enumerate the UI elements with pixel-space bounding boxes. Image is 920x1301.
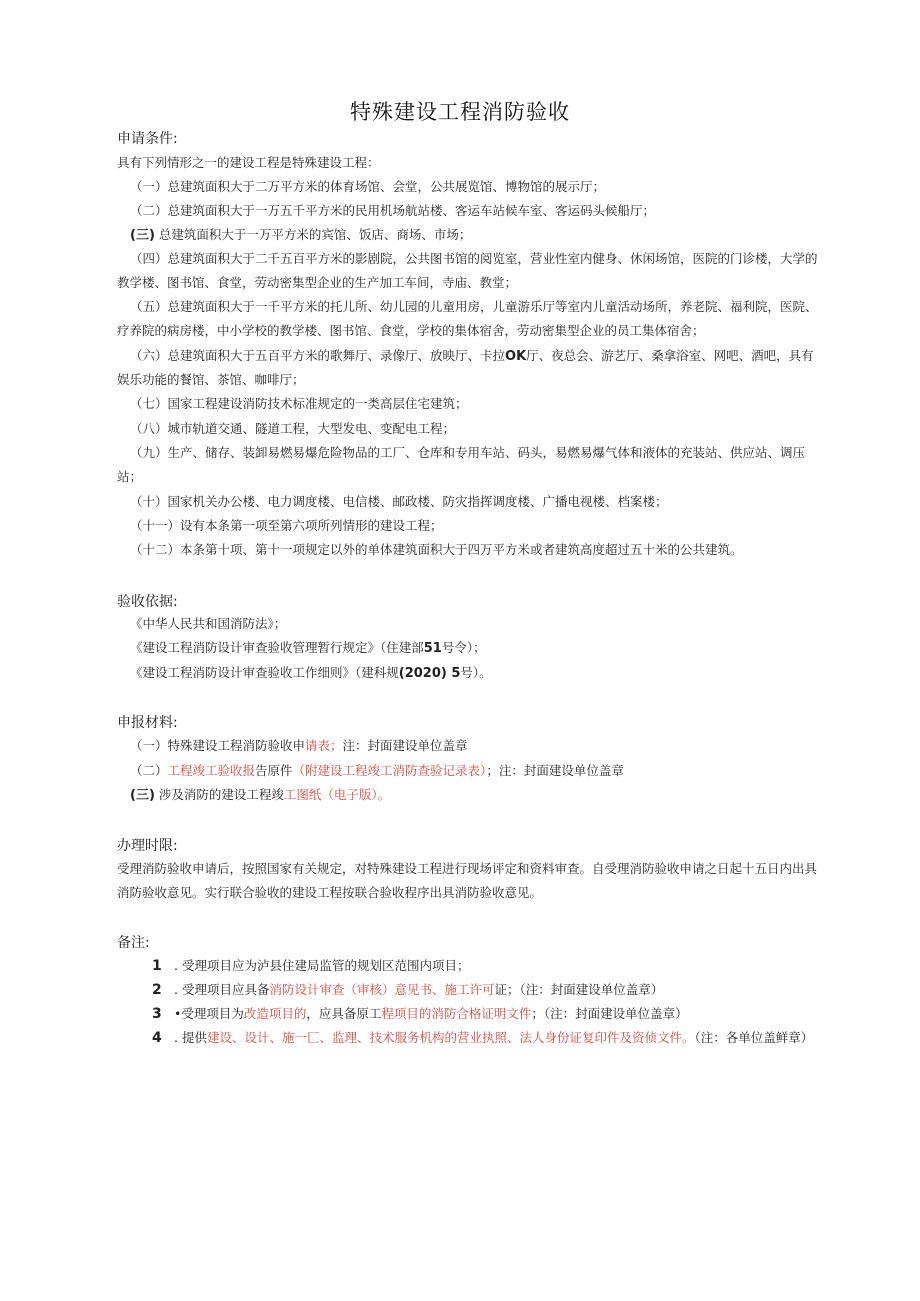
note-item-3 bbox=[152, 1005, 688, 1023]
note-item-2 bbox=[152, 981, 663, 999]
basis-item-2 bbox=[130, 639, 486, 658]
section-heading-conditions: 申请条件: bbox=[117, 131, 178, 147]
condition-item-2: （二）总建筑面积大于一万五千平方米的民用机场航站楼、客运车站候车室、客运码头候船厅； bbox=[130, 203, 656, 218]
time-limit-line-1: 受理消防验收申请后，按照国家有关规定，对特殊建设工程进行现场评定和资料审查。自受理消防验收申请之日起十五日内出具 bbox=[117, 861, 818, 876]
condition-item-4-line-1: （四）总建筑面积大于二千五百平方米的影剧院，公共图书馆的阅览室，营业性室内健身、休闲场馆，医院的门诊楼，大学的 bbox=[130, 251, 818, 266]
note-2-pre: . 受理项目应具备 bbox=[174, 982, 270, 997]
material-item-2 bbox=[130, 762, 624, 780]
note-3-highlight-2: 程项目的消防合格证明文件 bbox=[381, 1006, 532, 1021]
note-4-number: 4 bbox=[152, 1030, 162, 1046]
condition-item-9-line-2: 站； bbox=[117, 469, 143, 484]
material-2-mid: 告原件 bbox=[255, 763, 293, 778]
section-heading-time-limit: 办理时限: bbox=[117, 838, 178, 854]
condition-item-3 bbox=[130, 226, 471, 245]
note-item-4 bbox=[152, 1029, 813, 1047]
item-3-prefix: (三) bbox=[130, 228, 155, 243]
condition-item-7: （七）国家工程建设消防技术标准规定的一类高层住宅建筑； bbox=[130, 396, 468, 411]
basis-2-number: 51 bbox=[423, 641, 442, 656]
material-2-post: ；注：封面建设单位盖章 bbox=[486, 763, 624, 778]
note-3-post: ；（注：封面建设单位盖章） bbox=[531, 1006, 688, 1021]
basis-3-pre: 《建设工程消防设计审查验收工作细则》（建科规 bbox=[130, 665, 399, 680]
note-4-highlight: 建设、设计、施一匚、监理、技术服务机构的营业执照、法人身份证复印件及资侦文件。 bbox=[206, 1030, 695, 1045]
note-3-highlight-1: 改造项目的 bbox=[243, 1006, 307, 1021]
basis-3-post: 号）。 bbox=[460, 665, 492, 680]
note-2-highlight: 消防设计审查（审核）意见书、施工许可 bbox=[269, 982, 495, 997]
section-heading-basis: 验收依据: bbox=[117, 594, 178, 610]
material-item-1 bbox=[130, 737, 468, 755]
condition-item-9-line-1: （九）生产、储存、装卸易燃易爆危险物品的工厂、仓库和专用车站、码头，易燃易爆气体和液体的充装站、供应站、调压 bbox=[130, 445, 806, 460]
material-2-highlight-1: 工程竣工验收报 bbox=[167, 763, 256, 778]
note-3-mid: ，应具备原工 bbox=[306, 1006, 382, 1021]
note-item-1 bbox=[152, 957, 469, 975]
condition-item-5-line-1: （五）总建筑面积大于一千平方米的托儿所、幼儿园的儿童用房，儿童游乐厅等室内儿童活动场所，养老院、福利院，医院、 bbox=[130, 299, 818, 314]
material-3-highlight: 工图纸（电子版）。 bbox=[283, 787, 391, 802]
condition-item-11: （十一）设有本条第一项至第六项所列情形的建设工程； bbox=[130, 518, 443, 533]
material-2-pre: （二） bbox=[130, 763, 168, 778]
condition-item-6-line-1 bbox=[130, 347, 814, 366]
basis-2-post: 号令）； bbox=[441, 640, 486, 655]
material-3-prefix: (三) bbox=[130, 788, 155, 803]
material-item-3 bbox=[130, 786, 390, 805]
item-6-pre: （六）总建筑面积大于五百平方米的歌舞厅、录像厅、放映厅、卡拉 bbox=[130, 348, 506, 363]
note-4-post: （注：各单位盖鲜章） bbox=[694, 1030, 814, 1045]
condition-item-8: （八）城市轨道交通、隧道工程，大型发电、变配电工程； bbox=[130, 421, 456, 436]
material-1-pre: （一）特殊建设工程消防验收申 bbox=[130, 738, 306, 753]
condition-item-10: （十）国家机关办公楼、电力调度楼、电信楼、邮政楼、防灾指挥调度楼、广播电视楼、档案楼； bbox=[130, 494, 668, 509]
basis-3-number: (2020) 5 bbox=[398, 666, 461, 681]
material-1-highlight: 请表； bbox=[305, 738, 343, 753]
condition-item-1: （一）总建筑面积大于二万平方米的体育场馆、会堂，公共展览馆、博物馆的展示厅； bbox=[130, 179, 606, 194]
material-3-text: 涉及消防的建设工程竣 bbox=[158, 787, 284, 802]
item-6-ok: OK bbox=[505, 349, 527, 364]
basis-item-3 bbox=[130, 664, 492, 683]
section-heading-materials: 申报材料: bbox=[117, 715, 178, 731]
condition-item-4-line-2: 教学楼、图书馆、食堂，劳动密集型企业的生产加工车间，寺庙、教堂； bbox=[117, 275, 518, 290]
material-1-post: 注：封面建设单位盖章 bbox=[342, 738, 468, 753]
condition-item-12: （十二）本条第十项、第十一项规定以外的单体建筑面积大于四万平方米或者建筑高度超过五十米的公共建筑。 bbox=[130, 542, 743, 557]
note-1-text: . 受理项目应为泸县住建局监管的规划区范围内项目； bbox=[174, 958, 470, 973]
note-2-post: 证；（注：封面建设单位盖章） bbox=[494, 982, 664, 997]
condition-item-6-line-2: 娱乐功能的餐馆、茶馆、咖啡厅； bbox=[117, 372, 305, 387]
time-limit-line-2: 消防验收意见。实行联合验收的建设工程按联合验收程序出具消防验收意见。 bbox=[117, 885, 543, 900]
item-6-post: 厅、夜总会、游艺厅、桑拿浴室、网吧、酒吧，具有 bbox=[526, 348, 814, 363]
page-title: 特殊建设工程消防验收 bbox=[350, 100, 570, 124]
condition-item-5-line-2: 疗养院的病房楼，中小学校的教学楼、图书馆、食堂，学校的集体宿舍，劳动密集型企业的员工集体宿舍； bbox=[117, 323, 705, 338]
note-4-pre: . 提供 bbox=[174, 1030, 207, 1045]
material-2-highlight-2: （附建设工程竣工消防查验记录表） bbox=[292, 763, 487, 778]
item-3-text: 总建筑面积大于一万平方米的宾馆、饭店、商场、市场； bbox=[158, 227, 472, 242]
note-1-number: 1 bbox=[152, 958, 162, 974]
basis-item-1: 《中华人民共和国消防法》； bbox=[130, 616, 287, 631]
conditions-intro: 具有下列情形之一的建设工程是特殊建设工程： bbox=[117, 155, 380, 170]
note-3-number: 3 bbox=[152, 1006, 162, 1022]
basis-2-pre: 《建设工程消防设计审查验收管理暂行规定》（住建部 bbox=[130, 640, 424, 655]
note-3-pre: •受理项目为 bbox=[174, 1006, 244, 1021]
note-2-number: 2 bbox=[152, 982, 162, 998]
section-heading-notes: 备注: bbox=[117, 935, 150, 951]
